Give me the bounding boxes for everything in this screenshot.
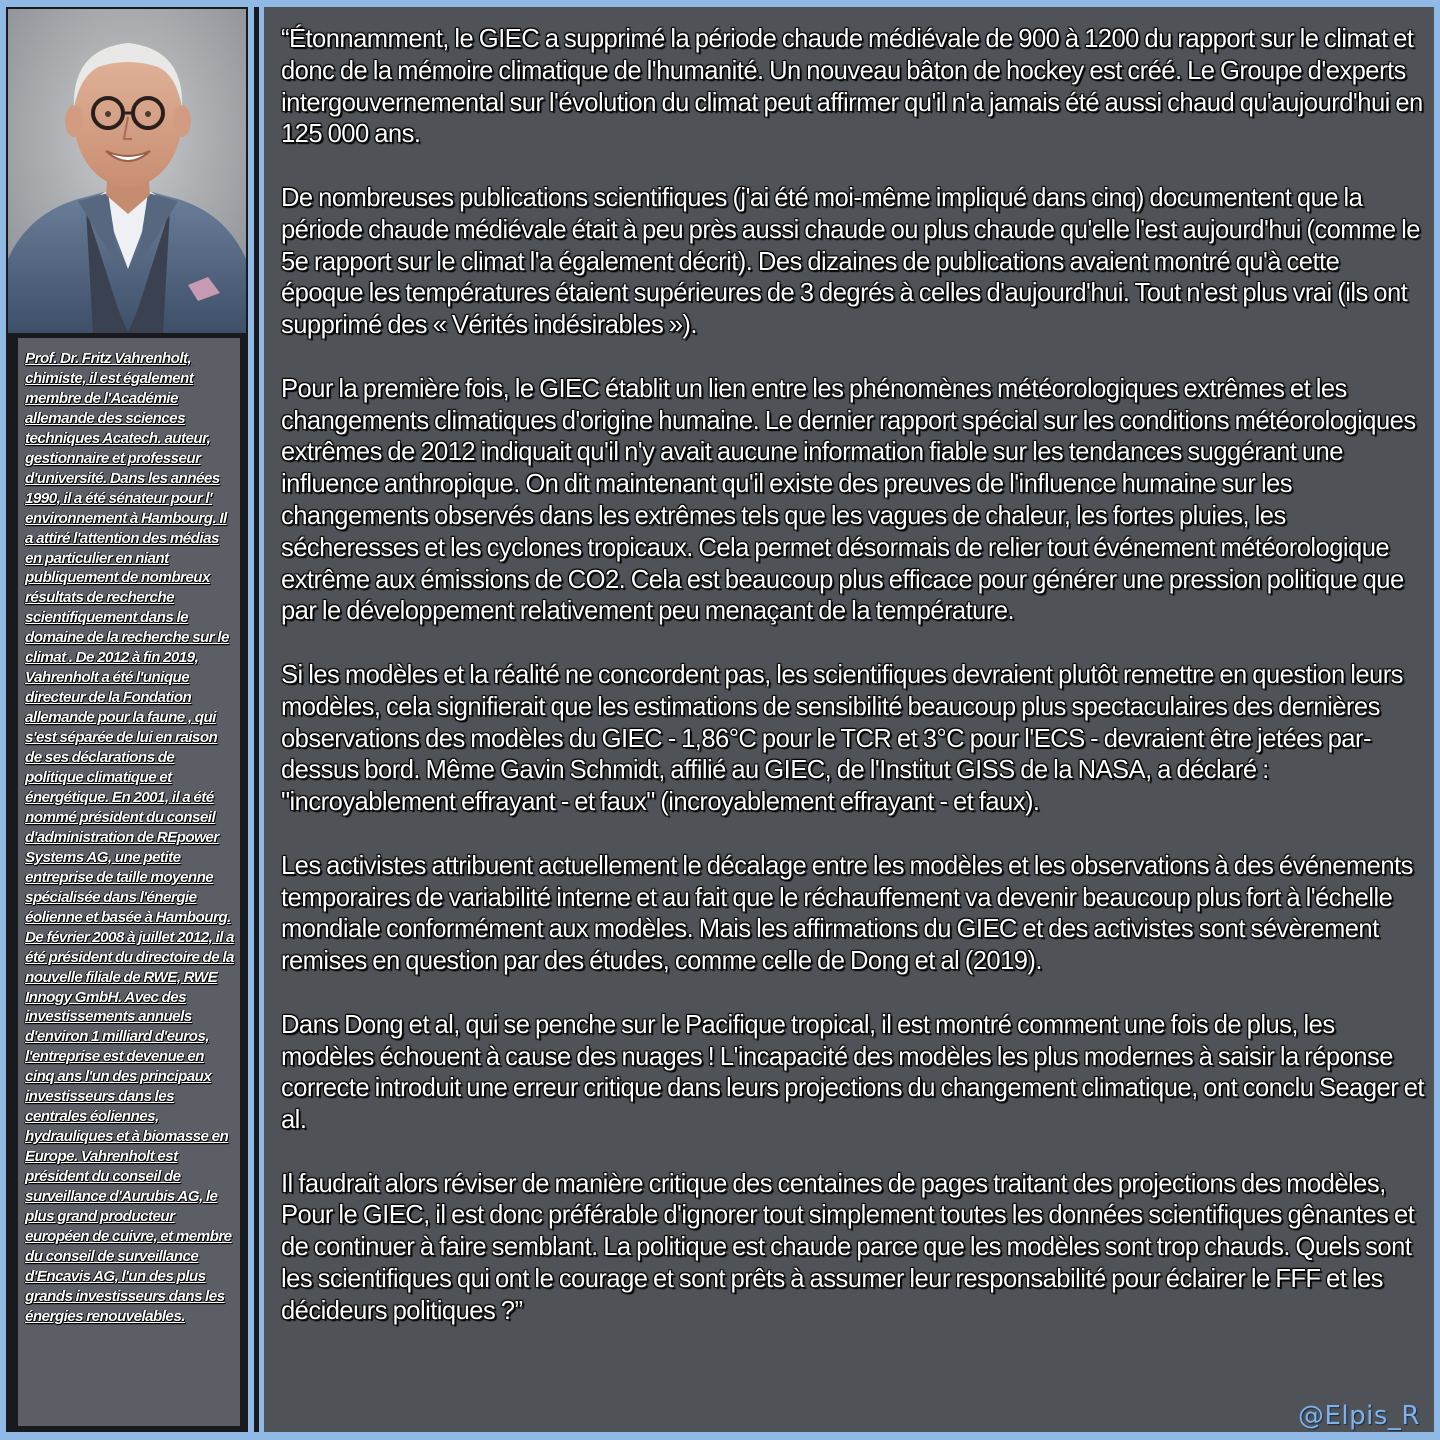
sidebar	[6, 7, 248, 1432]
quote-paragraph: Pour la première fois, le GIEC établit un lien entre les phénomènes météorologiques extrêmes et les changements climatiques d'origine humaine. Le dernier rapport spécial sur les conditions météorologiques extrêmes de 2012 indiquait qu'il n'y avait aucune information fiable sur les tendances suggérant une influence anthropique. On dit maintenant qu'il existe des preuves de l'influence humaine sur les changements observés dans les extrêmes tels que les vagues de chaleur, les fortes pluies, les sécheresses et les cyclones tropicaux. Cela permet désormais de relier tout événement météorologique extrême aux émissions de CO2. Cela est beaucoup plus efficace pour générer une pression politique que par le développement relativement peu menaçant de la température.	[281, 374, 1416, 626]
divider	[254, 7, 259, 1432]
quote-text	[281, 24, 1426, 1359]
portrait-photo	[8, 9, 246, 333]
quote-paragraph: Dans Dong et al, qui se penche sur le Pacifique tropical, il est montré comment une fois de plus, les modèles échouent à cause des nuages ! L'incapacité des modèles les plus modernes à saisir la réponse correcte introduit une erreur critique dans leurs projections du changement climatique, ont conclu Seager et al.	[281, 1010, 1424, 1135]
quote-paragraph: Il faudrait alors réviser de manière critique des centaines de pages traitant des projections des modèles, Pour le GIEC, il est donc préférable d'ignorer tout simplement toutes les données scientifiques gênantes et de continuer à faire semblant. La politique est chaude parce que les modèles sont trop chauds. Quels sont les scientifiques qui ont le courage et sont prêts à assumer leur responsabilité pour éclairer le FFF et les décideurs politiques ?”	[281, 1169, 1415, 1325]
quote-paragraph: “Étonnamment, le GIEC a supprimé la période chaude médiévale de 900 à 1200 du rapport sur le climat et donc de la mémoire climatique de l'humanité. Un nouveau bâton de hockey est créé. Le Groupe d'experts intergouvernemental sur l'évolution du climat peut affirmer qu'il n'a jamais été aussi chaud qu'aujourd'hui en 125 000 ans.	[281, 25, 1423, 149]
bio-box	[18, 338, 240, 1426]
bio-text: Prof. Dr. Fritz Vahrenholt, chimiste, il est également membre de l'Académie allemande des sciences techniques Acatech. auteur, gestionnaire et professeur d'université. Dans les années 1990, il a été sénateur pour l' environnement à Hambourg. Il a attiré l'attention des médias en particulier en niant publiquement de nombreux résultats de recherche scientifiquement dans le domaine de la recherche sur le climat . De 2012 à fin 2019, Vahrenholt a été l'unique directeur de la Fondation allemande pour la faune , qui s'est séparée de lui en raison de ses déclarations de politique climatique et énergétique. En 2001, il a été nommé président du conseil d'administration de REpower Systems AG, une petite entreprise de taille moyenne spécialisée dans l'énergie éolienne et basée à Hambourg. De février 2008 à juillet 2012, il a été président du directoire de la nouvelle filiale de RWE, RWE Innogy GmbH. Avec des investissements annuels d'environ 1 milliard d'euros, l'entreprise est devenue en cinq ans l'un des principaux investisseurs dans les centrales éoliennes, hydrauliques et à biomasse en Europe. Vahrenholt est président du conseil de surveillance d'Aurubis AG, le plus grand producteur européen de cuivre, et membre du conseil de surveillance d'Encavis AG, l'un des plus grands investisseurs dans les énergies renouvelables.	[25, 350, 234, 1325]
quote-paragraph: Si les modèles et la réalité ne concordent pas, les scientifiques devraient plutôt remettre en question leurs modèles, cela signifierait que les estimations de sensibilité beaucoup plus spectaculaires des dernières observations des modèles du GIEC - 1,86°C pour le TCR et 3°C pour l'ECS - devraient être jetées par-dessus bord. Même Gavin Schmidt, affilié au GIEC, de l'Institut GISS de la NASA, a déclaré : "incroyablement effrayant - et faux" (incroyablement effrayant - et faux).	[281, 660, 1403, 817]
quote-panel	[264, 7, 1434, 1432]
quote-paragraph: De nombreuses publications scientifiques (j'ai été moi-même impliqué dans cinq) documentent que la période chaude médiévale était à peu près aussi chaude ou plus chaude qu'elle l'est aujourd'hui (comme le 5e rapport sur le climat l'a également décrit). Des dizaines de publications avaient montré qu'à cette époque les températures étaient supérieures de 3 degrés à celles d'aujourd'hui. Tout n'est plus vrai (ils ont supprimé des « Vérités indésirables »).	[281, 183, 1420, 340]
watermark: @Elpis_R	[1298, 1401, 1420, 1431]
quote-paragraph: Les activistes attribuent actuellement le décalage entre les modèles et les observations à des événements temporaires de variabilité interne et au fait que le réchauffement va devenir beaucoup plus fort à l'échelle mondiale conformément aux modèles. Mais les affirmations du GIEC et des activistes sont sévèrement remises en question par des études, comme celle de Dong et al (2019).	[281, 851, 1413, 976]
